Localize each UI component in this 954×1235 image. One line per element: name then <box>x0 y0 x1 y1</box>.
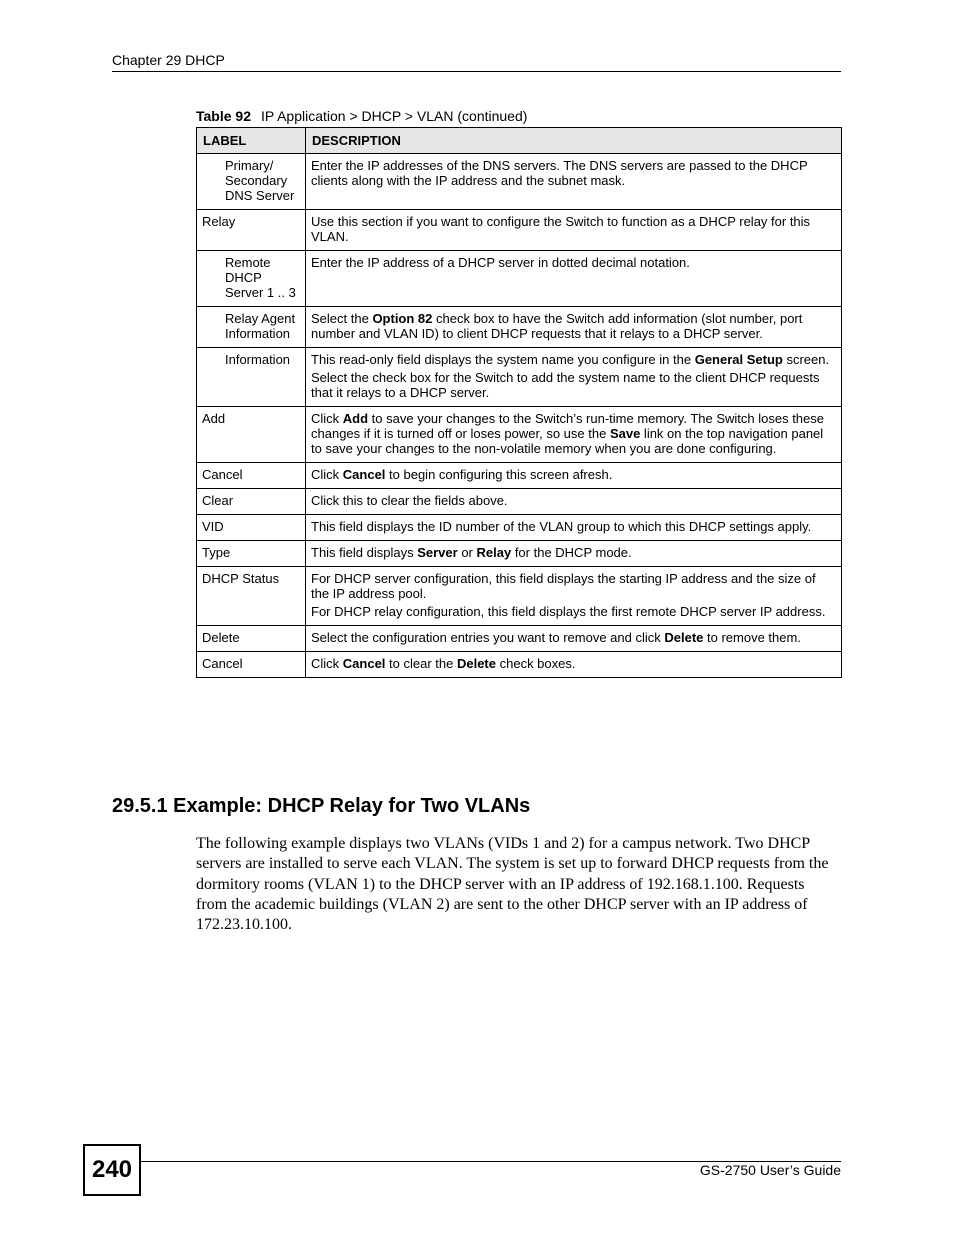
table-row <box>197 307 842 348</box>
table-caption-text: IP Application > DHCP > VLAN (continued) <box>261 108 528 124</box>
table-row <box>197 652 842 678</box>
row-label: Primary/ Secondary DNS Server <box>197 154 306 210</box>
row-description <box>306 348 842 407</box>
bold-term: General Setup <box>694 352 783 367</box>
table-row <box>197 463 842 489</box>
row-label: Type <box>197 541 306 567</box>
column-header-description: DESCRIPTION <box>306 128 842 154</box>
bold-term: Relay <box>476 545 512 560</box>
row-label: Clear <box>197 489 306 515</box>
row-description <box>306 463 842 489</box>
column-header-label: LABEL <box>197 128 306 154</box>
description-text: For DHCP relay configuration, this field displays the first remote DHCP server IP address. <box>311 604 826 619</box>
bold-term: Delete <box>456 656 496 671</box>
row-label: Delete <box>197 626 306 652</box>
table-header-row <box>197 128 842 154</box>
description-text: Enter the IP addresses of the DNS servers. The DNS servers are passed to the DHCP clients along with the IP address and the subnet mask. <box>311 158 808 188</box>
header-rule <box>112 71 841 72</box>
bold-term: Option 82 <box>372 311 433 326</box>
description-text: This read-only field displays the system name you configure in the General Setup screen. <box>311 352 830 367</box>
bold-term: Server <box>417 545 458 560</box>
row-label: Remote DHCP Server 1 .. 3 <box>197 251 306 307</box>
table-row <box>197 541 842 567</box>
guide-title: GS-2750 User’s Guide <box>699 1162 841 1178</box>
description-text: Click Cancel to clear the Delete check boxes. <box>311 656 576 671</box>
row-description <box>306 407 842 463</box>
bold-term: Cancel <box>342 656 386 671</box>
label-description-table <box>196 127 842 678</box>
row-description <box>306 210 842 251</box>
row-label: Information <box>197 348 306 407</box>
chapter-header: Chapter 29 DHCP <box>112 52 225 68</box>
table-row <box>197 567 842 626</box>
bold-term: Cancel <box>342 467 386 482</box>
description-text: Click this to clear the fields above. <box>311 493 508 508</box>
row-description <box>306 154 842 210</box>
description-text: For DHCP server configuration, this field displays the starting IP address and the size of the IP address pool. <box>311 571 816 601</box>
table-row <box>197 407 842 463</box>
section-heading: 29.5.1 Example: DHCP Relay for Two VLANs <box>112 795 531 817</box>
description-text: Click Add to save your changes to the Switch’s run-time memory. The Switch loses these changes if it is turned off or loses power, so use the Save link on the top navigation panel to save your changes to the non-volatile memory when you are done configuring. <box>311 411 824 456</box>
table-row <box>197 210 842 251</box>
row-description <box>306 307 842 348</box>
row-label: Relay <box>197 210 306 251</box>
row-description <box>306 652 842 678</box>
description-text: Enter the IP address of a DHCP server in dotted decimal notation. <box>311 255 690 270</box>
row-label: Cancel <box>197 463 306 489</box>
description-text: Click Cancel to begin configuring this screen afresh. <box>311 467 613 482</box>
row-description <box>306 251 842 307</box>
table-row <box>197 348 842 407</box>
row-description <box>306 489 842 515</box>
table-caption <box>196 108 527 124</box>
table-row <box>197 154 842 210</box>
body-paragraph: The following example displays two VLANs (VIDs 1 and 2) for a campus network. Two DHCP servers are installed to serve each VLAN. The system is set up to forward DHCP requests from the dormitory rooms (VLAN 1) to the DHCP server with an IP address of 192.168.1.100. Requests from the academic buildings (VLAN 2) are sent to the other DHCP server with an IP address of 172.23.10.100. <box>196 835 829 934</box>
description-text: Use this section if you want to configure the Switch to function as a DHCP relay for this VLAN. <box>311 214 811 244</box>
row-label: Relay Agent Information <box>197 307 306 348</box>
row-label: Add <box>197 407 306 463</box>
description-text: Select the check box for the Switch to add the system name to the client DHCP requests that it relays to a DHCP server. <box>311 370 820 400</box>
description-text: This field displays the ID number of the VLAN group to which this DHCP settings apply. <box>311 519 812 534</box>
row-description <box>306 567 842 626</box>
description-text: This field displays Server or Relay for the DHCP mode. <box>311 545 632 560</box>
table-row <box>197 626 842 652</box>
description-text: Select the Option 82 check box to have the Switch add information (slot number, port number and VLAN ID) to client DHCP requests that it relays to a DHCP server. <box>311 311 803 341</box>
row-description <box>306 541 842 567</box>
table-row <box>197 251 842 307</box>
row-description <box>306 515 842 541</box>
table-row <box>197 489 842 515</box>
table-caption-number: Table 92 <box>196 108 251 124</box>
description-text: Select the configuration entries you want to remove and click Delete to remove them. <box>311 630 801 645</box>
bold-term: Add <box>342 411 369 426</box>
row-label: Cancel <box>197 652 306 678</box>
page-number: 240 <box>83 1144 141 1196</box>
row-description <box>306 626 842 652</box>
bold-term: Save <box>609 426 641 441</box>
table-row <box>197 515 842 541</box>
bold-term: Delete <box>664 630 704 645</box>
row-label: VID <box>197 515 306 541</box>
row-label: DHCP Status <box>197 567 306 626</box>
